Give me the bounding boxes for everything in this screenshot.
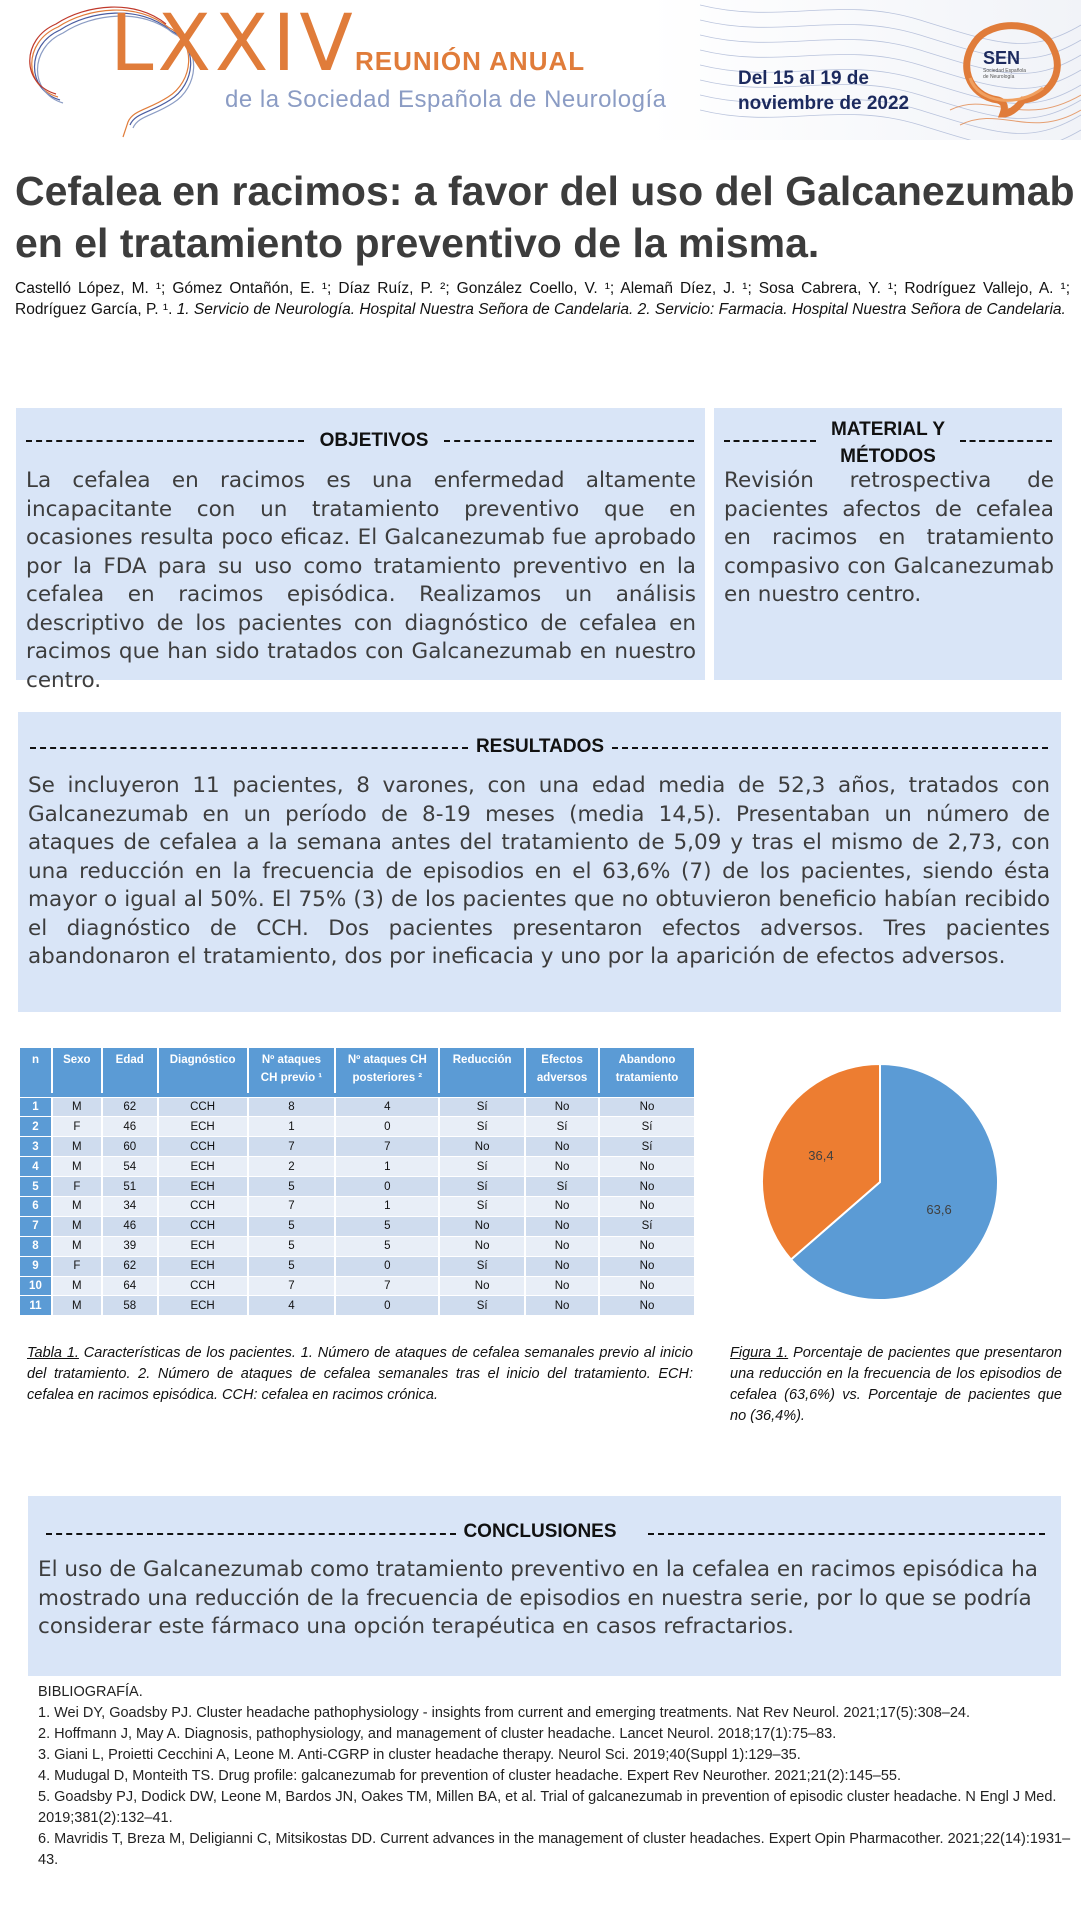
metodos-section: [714, 408, 1062, 680]
table-row: [20, 1097, 695, 1117]
bibliography-item: 5. Goadsby PJ, Dodick DW, Leone M, Bardos JN, Oakes TM, Millen BA, et al. Trial of galcanezumab in prevention of episodic cluster headache. N Engl J Med. 2019;381(2):132–41.: [38, 1789, 1057, 1826]
col-header: Diagnóstico: [158, 1048, 248, 1093]
table-cell: No: [439, 1276, 525, 1296]
table-cell: 3: [20, 1137, 52, 1157]
table-cell: 1: [335, 1196, 439, 1216]
meeting-dates: [738, 66, 909, 116]
table-cell: F: [52, 1256, 102, 1276]
table-cell: Sí: [439, 1296, 525, 1316]
col-header: Reducción: [439, 1048, 525, 1093]
table-cell: No: [525, 1137, 599, 1157]
table-cell: Sí: [599, 1216, 695, 1236]
table-caption-text: Características de los pacientes. 1. Número de ataques de cefalea semanales previo al inicio del tratamiento. 2. Número de ataques de cefalea semanales tras el inicio del tratamiento. ECH: cefalea en racimos episódica. CCH: cefalea en racimos crónica.: [27, 1345, 693, 1403]
author-names: Castelló López, M. ¹; Gómez Ontañón, E. ¹; Díaz Ruíz, P. ²; González Coello, V. ¹; Alemañ Díez, J. ¹; Sosa Cabrera, Y. ¹; Rodríguez Vallejo, A. ¹; Rodríguez García, P. ¹.: [15, 280, 1070, 318]
table-cell: 5: [248, 1236, 336, 1256]
table-cell: No: [439, 1137, 525, 1157]
table-row: [20, 1117, 695, 1137]
table-cell: M: [52, 1216, 102, 1236]
table-cell: 2: [20, 1117, 52, 1137]
table-cell: 62: [102, 1097, 158, 1117]
table-cell: M: [52, 1157, 102, 1177]
bibliography: [38, 1682, 1072, 1871]
col-header: Nº ataques CH previo ¹: [248, 1048, 336, 1093]
table-cell: 5: [335, 1216, 439, 1236]
authors-block: [15, 278, 1070, 320]
conclusiones-heading: CONCLUSIONES: [463, 1521, 617, 1542]
col-header: Edad: [102, 1048, 158, 1093]
table-cell: Sí: [439, 1097, 525, 1117]
divider: [30, 747, 468, 749]
table-cell: 6: [20, 1196, 52, 1216]
sen-logo-subtitle: Sociedad Española de Neurología: [983, 68, 1027, 80]
table-cell: Sí: [439, 1177, 525, 1197]
table-row: [20, 1137, 695, 1157]
table-cell: 1: [248, 1117, 336, 1137]
table-cell: 5: [248, 1177, 336, 1197]
table-cell: 1: [20, 1097, 52, 1117]
sen-logo-text: SEN: [983, 48, 1021, 68]
divider: [26, 440, 304, 442]
table-cell: No: [525, 1216, 599, 1236]
divider: [612, 747, 1048, 749]
table-cell: No: [525, 1236, 599, 1256]
table-cell: No: [525, 1196, 599, 1216]
objetivos-heading: OBJETIVOS: [319, 430, 429, 451]
figure-caption-text: Porcentaje de pacientes que presentaron una reducción en la frecuencia de los episodios de cefalea (63,6%) vs. Porcentaje de pacientes que no (36,4%).: [730, 1345, 1062, 1424]
table-cell: ECH: [158, 1157, 248, 1177]
table-cell: Sí: [439, 1117, 525, 1137]
table-cell: 1: [335, 1157, 439, 1177]
col-header: Abandono tratamiento: [599, 1048, 695, 1093]
col-header: Sexo: [52, 1048, 102, 1093]
table-row: [20, 1216, 695, 1236]
table-cell: 54: [102, 1157, 158, 1177]
table-cell: 2: [248, 1157, 336, 1177]
table-cell: No: [525, 1296, 599, 1316]
divider: [648, 1533, 1045, 1535]
table-cell: 60: [102, 1137, 158, 1157]
bibliography-item: 4. Mudugal D, Monteith TS. Drug profile: galcanezumab for prevention of cluster headache. Expert Rev Neurother. 2021;21(2):145–55.: [38, 1768, 901, 1784]
table-cell: No: [439, 1236, 525, 1256]
table-cell: 0: [335, 1296, 439, 1316]
table-cell: 51: [102, 1177, 158, 1197]
table-cell: No: [599, 1196, 695, 1216]
table-cell: No: [525, 1256, 599, 1276]
table-cell: 58: [102, 1296, 158, 1316]
table-cell: M: [52, 1097, 102, 1117]
figure-caption-label: Figura 1.: [730, 1345, 789, 1361]
table-cell: CCH: [158, 1216, 248, 1236]
table-cell: Sí: [439, 1157, 525, 1177]
table-cell: ECH: [158, 1256, 248, 1276]
meeting-title: REUNIÓN ANUAL: [355, 46, 586, 76]
table-cell: 5: [20, 1177, 52, 1197]
pie-data-label: 36,4: [808, 1148, 834, 1164]
patients-table: [20, 1048, 696, 1316]
table-row: [20, 1196, 695, 1216]
resultados-section: [18, 712, 1061, 1012]
table-caption-label: Tabla 1.: [27, 1345, 79, 1361]
objetivos-text: La cefalea en racimos es una enfermedad altamente incapacitante con un tratamiento preventivo que en ocasiones resulta poco eficaz. El Galcanezumab fue aprobado por la FDA para su uso como tratamiento preventivo en la cefalea en racimos episódica. Realizamos un análisis descriptivo de los pacientes con diagnóstico de cefalea en racimos que han sido tratados con Galcanezumab en nuestro centro.: [26, 468, 696, 693]
table-cell: No: [439, 1216, 525, 1236]
table-cell: No: [599, 1296, 695, 1316]
table-cell: 0: [335, 1117, 439, 1137]
table-cell: No: [599, 1236, 695, 1256]
metodos-heading-line-1: MATERIAL Y: [830, 419, 945, 440]
table-cell: 8: [248, 1097, 336, 1117]
table-cell: Sí: [599, 1137, 695, 1157]
author-affiliations: 1. Servicio de Neurología. Hospital Nuestra Señora de Candelaria. 2. Servicio: Farmacia. Hospital Nuestra Señora de Candelaria.: [176, 301, 1066, 318]
table-cell: CCH: [158, 1276, 248, 1296]
metodos-heading: [818, 416, 958, 470]
table-cell: CCH: [158, 1196, 248, 1216]
table-row: [20, 1236, 695, 1256]
table-row: [20, 1276, 695, 1296]
bibliography-item: 3. Giani L, Proietti Cecchini A, Leone M. Anti-CGRP in cluster headache therapy. Neurol Sci. 2019;40(Suppl 1):129–35.: [38, 1747, 801, 1763]
table-cell: 7: [335, 1276, 439, 1296]
col-header: Efectos adversos: [525, 1048, 599, 1093]
col-header: Nº ataques CH posteriores ²: [335, 1048, 439, 1093]
conclusiones-section: [28, 1496, 1061, 1676]
resultados-heading: RESULTADOS: [475, 736, 605, 757]
table-cell: 39: [102, 1236, 158, 1256]
table-cell: 4: [335, 1097, 439, 1117]
table-row: [20, 1177, 695, 1197]
dates-line-1: Del 15 al 19 de: [738, 68, 869, 89]
table-cell: 5: [248, 1256, 336, 1276]
resultados-text: Se incluyeron 11 pacientes, 8 varones, con una edad media de 52,3 años, tratados con Galcanezumab en un período de 8-19 meses (media 14,5). Presentaban un número de ataques de cefalea a la semana antes del tratamiento de 5,09 y tras el mismo de 2,73, con una reducción en la frecuencia de episodios en el 63,6% (7) de los pacientes, siendo ésta mayor o igual al 50%. El 75% (3) de los pacientes que no obtuvieron beneficio habían recibido el diagnóstico de CCH. Dos pacientes presentaron efectos adversos. Tres pacientes abandonaron el tratamiento, dos por ineficacia y uno por la aparición de efectos adversos.: [28, 773, 1050, 969]
table-cell: Sí: [525, 1177, 599, 1197]
table-cell: Sí: [439, 1256, 525, 1276]
divider: [444, 440, 694, 442]
table-cell: 34: [102, 1196, 158, 1216]
table-cell: No: [599, 1276, 695, 1296]
table-cell: CCH: [158, 1137, 248, 1157]
society-name: de la Sociedad Española de Neurología: [225, 86, 667, 113]
table-cell: ECH: [158, 1117, 248, 1137]
table-cell: 10: [20, 1276, 52, 1296]
dates-line-2: noviembre de 2022: [738, 93, 910, 114]
poster-header: [0, 0, 1081, 140]
table-cell: M: [52, 1137, 102, 1157]
table-header-row: [20, 1048, 695, 1093]
table-cell: F: [52, 1117, 102, 1137]
reduction-pie-chart: [750, 1052, 1010, 1312]
table-cell: 7: [20, 1216, 52, 1236]
table-cell: 5: [335, 1236, 439, 1256]
table-cell: M: [52, 1236, 102, 1256]
table-cell: 7: [248, 1276, 336, 1296]
table-cell: Sí: [525, 1117, 599, 1137]
metodos-text: Revisión retrospectiva de pacientes afectos de cefalea en racimos en tratamiento compasivo con Galcanezumab en nuestro centro.: [724, 468, 1054, 607]
table-cell: No: [525, 1276, 599, 1296]
conclusiones-text: El uso de Galcanezumab como tratamiento preventivo en la cefalea en racimos episódica ha mostrado una reducción de la frecuencia de episodios en nuestra serie, por lo que se podría considerar este fármaco una opción terapéutica en casos refractarios.: [38, 1557, 1038, 1639]
table-body: [20, 1093, 695, 1316]
table-caption: [27, 1343, 693, 1406]
table-cell: 5: [248, 1216, 336, 1236]
table-cell: 4: [248, 1296, 336, 1316]
table-cell: 4: [20, 1157, 52, 1177]
table-cell: 8: [20, 1236, 52, 1256]
table-cell: 62: [102, 1256, 158, 1276]
divider: [960, 440, 1052, 442]
table-cell: No: [599, 1256, 695, 1276]
table-cell: No: [599, 1177, 695, 1197]
table-cell: 7: [335, 1137, 439, 1157]
table-cell: ECH: [158, 1236, 248, 1256]
table-cell: 7: [248, 1196, 336, 1216]
table-cell: M: [52, 1296, 102, 1316]
meeting-number: LXXIV: [110, 0, 357, 89]
bibliography-item: 6. Mavridis T, Breza M, Deligianni C, Mitsikostas DD. Current advances in the management of cluster headaches. Expert Opin Pharmacother. 2021;22(14):1931–43.: [38, 1831, 1071, 1868]
table-cell: 11: [20, 1296, 52, 1316]
col-header: n: [20, 1048, 52, 1093]
bibliography-list: [38, 1703, 1072, 1871]
table-cell: CCH: [158, 1097, 248, 1117]
bibliography-item: 2. Hoffmann J, May A. Diagnosis, pathophysiology, and management of cluster headache. Lancet Neurol. 2018;17(1):75–83.: [38, 1726, 837, 1742]
bibliography-heading: BIBLIOGRAFÍA.: [38, 1684, 143, 1700]
table-cell: 0: [335, 1177, 439, 1197]
table-cell: 7: [248, 1137, 336, 1157]
table-cell: ECH: [158, 1177, 248, 1197]
table-cell: 64: [102, 1276, 158, 1296]
table-cell: 0: [335, 1256, 439, 1276]
metodos-heading-line-2: MÉTODOS: [840, 446, 936, 467]
objetivos-section: [16, 408, 705, 693]
table-cell: No: [599, 1097, 695, 1117]
table-row: [20, 1256, 695, 1276]
table-cell: 9: [20, 1256, 52, 1276]
table-cell: Sí: [599, 1117, 695, 1137]
table-cell: ECH: [158, 1296, 248, 1316]
table-cell: 46: [102, 1216, 158, 1236]
figure-caption: [730, 1343, 1062, 1427]
table-cell: F: [52, 1177, 102, 1197]
table-cell: M: [52, 1196, 102, 1216]
poster-title: Cefalea en racimos: a favor del uso del Galcanezumab en el tratamiento preventivo de la misma.: [15, 168, 1075, 266]
table-cell: No: [599, 1157, 695, 1177]
bibliography-item: 1. Wei DY, Goadsby PJ. Cluster headache pathophysiology - insights from current and emerging treatments. Nat Rev Neurol. 2021;17(5):308–24.: [38, 1705, 970, 1721]
table-row: [20, 1157, 695, 1177]
pie-data-label: 63,6: [926, 1201, 952, 1217]
table-cell: 46: [102, 1117, 158, 1137]
table-cell: No: [525, 1157, 599, 1177]
table-cell: Sí: [439, 1196, 525, 1216]
divider: [724, 440, 816, 442]
divider: [46, 1533, 456, 1535]
table-row: [20, 1296, 695, 1316]
table-cell: M: [52, 1276, 102, 1296]
table-cell: No: [525, 1097, 599, 1117]
